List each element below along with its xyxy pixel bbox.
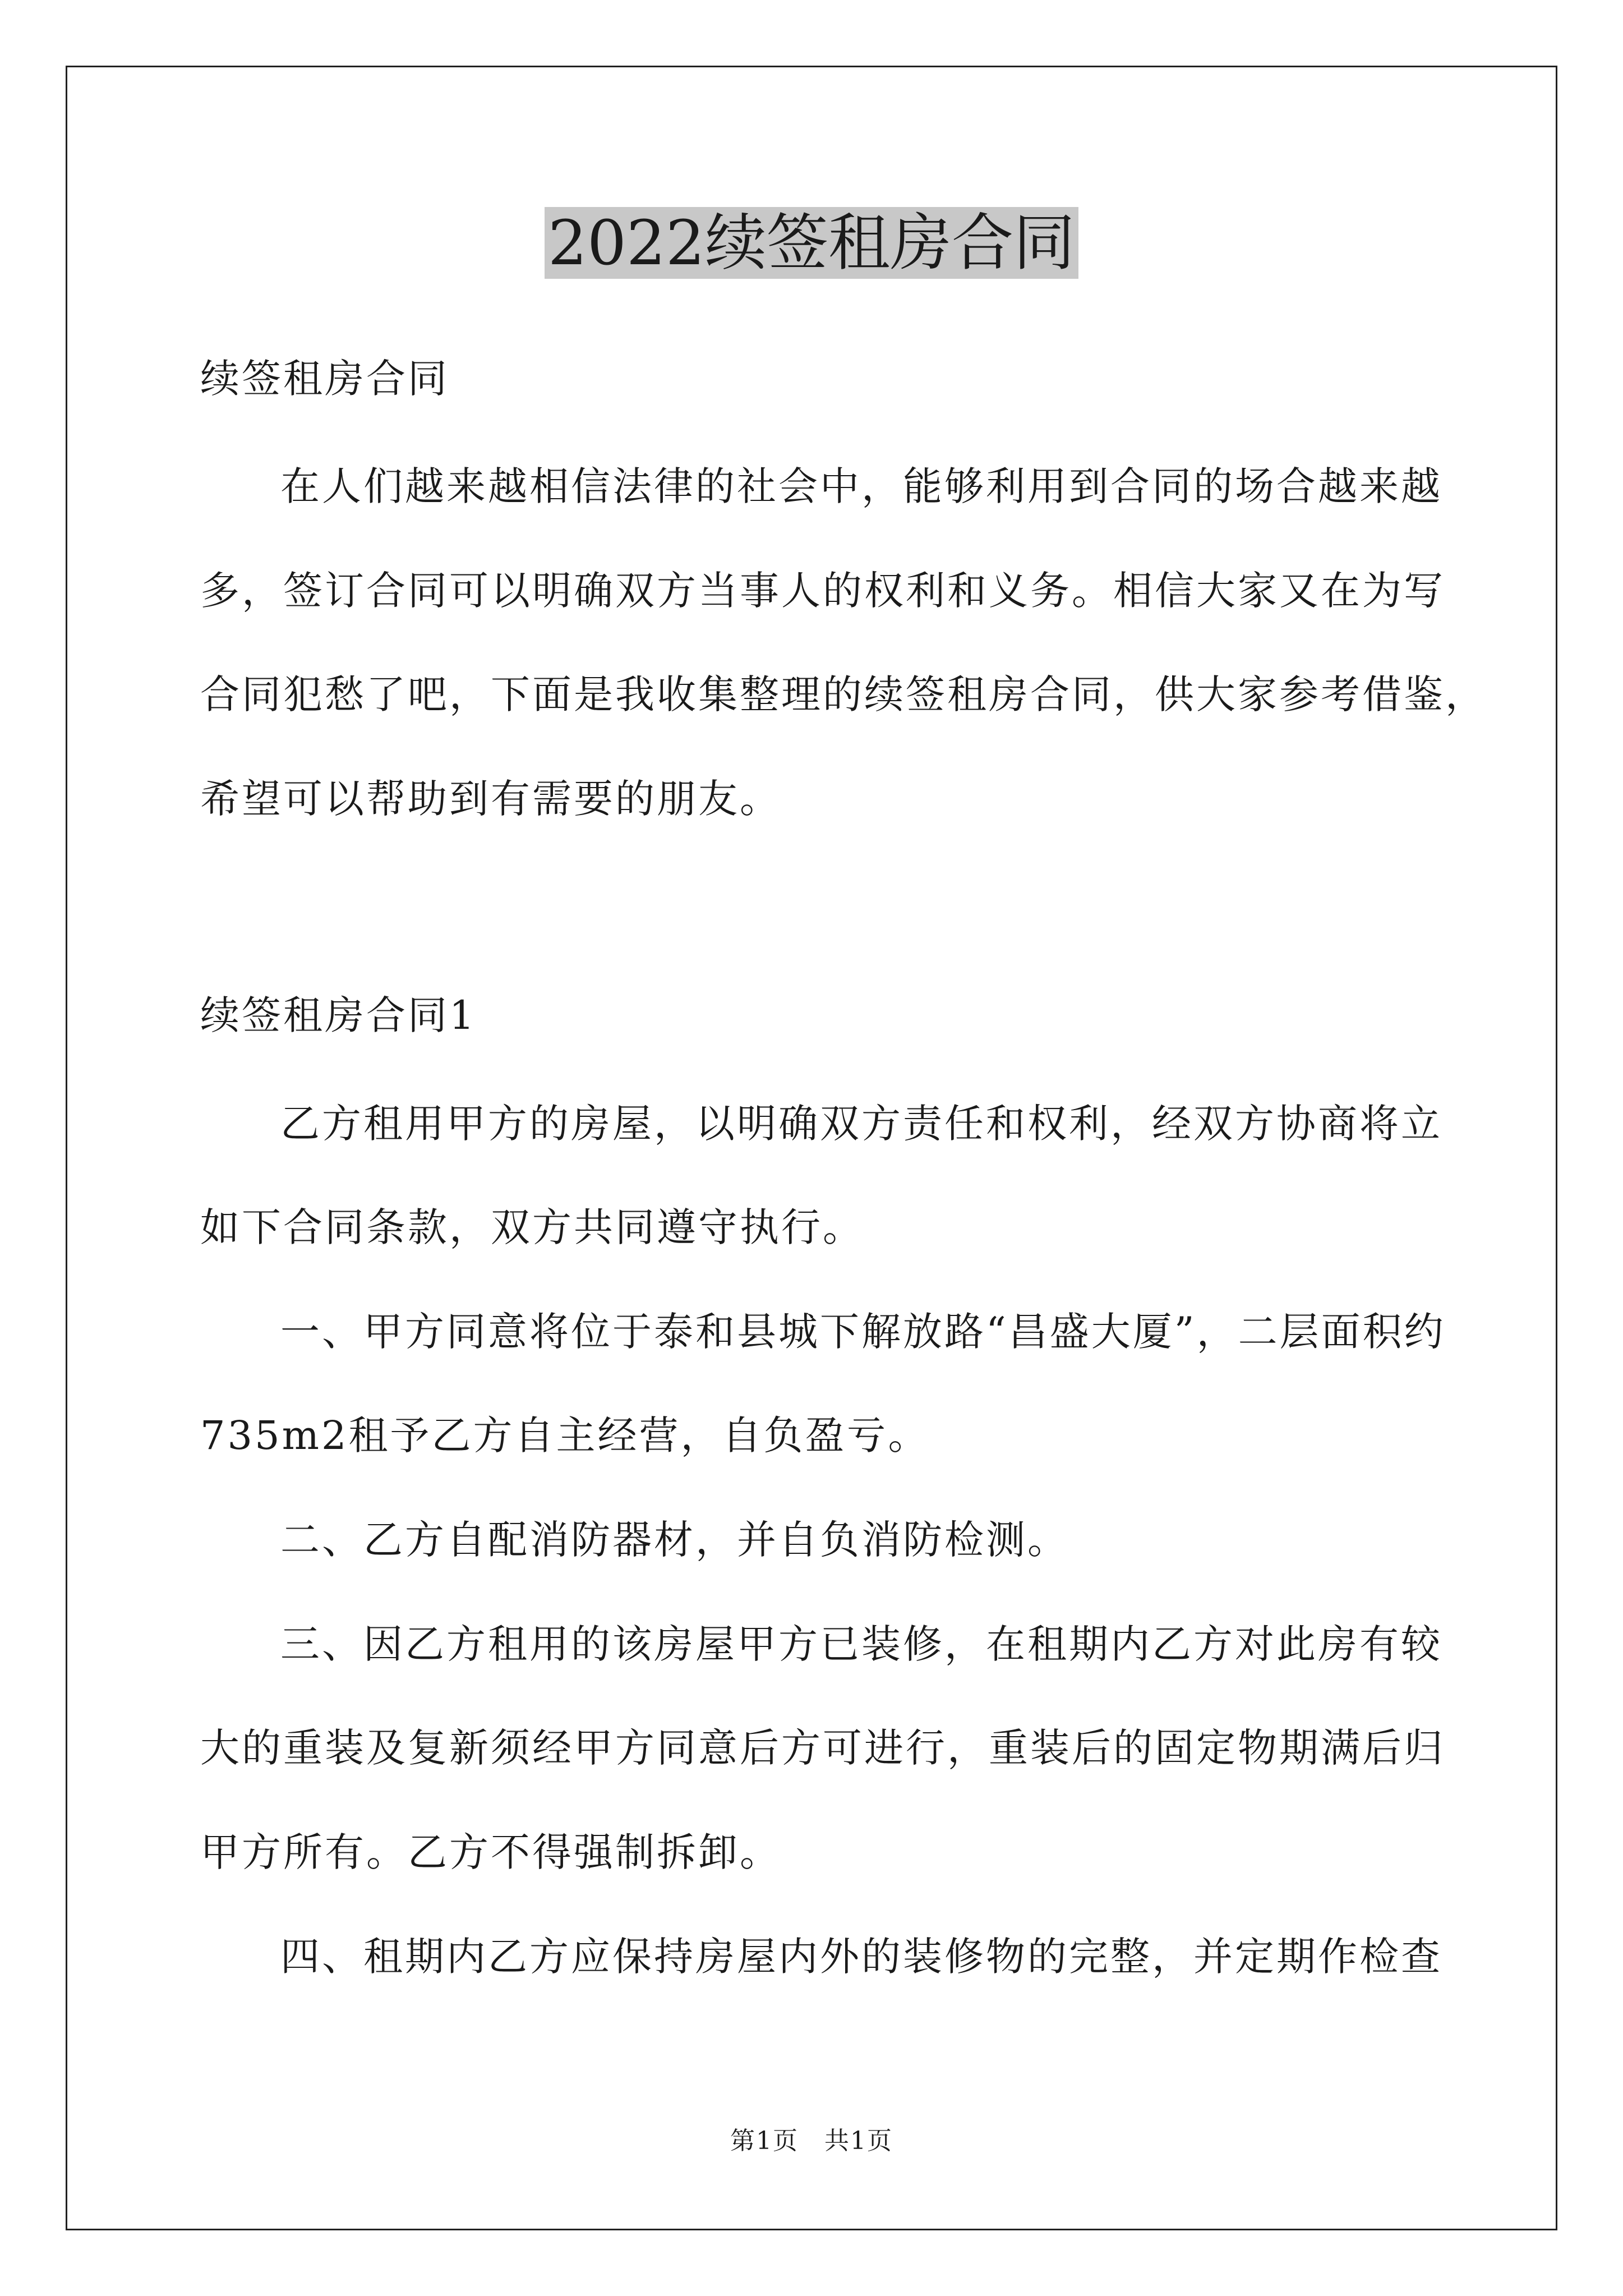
section-heading-intro: 续签租房合同 [200,356,449,402]
clause-line: 一、甲方同意将位于泰和县城下解放路“昌盛大厦”，二层面积约 [280,1309,1446,1355]
document-title [0,206,1623,279]
paragraph-line: 乙方租用甲方的房屋，以明确双方责任和权利，经双方协商将立 [280,1101,1442,1147]
paragraph-line: 合同犯愁了吧，下面是我收集整理的续签租房合同，供大家参考借鉴， [200,671,1487,717]
clause-line: 三、因乙方租用的该房屋甲方已装修，在租期内乙方对此房有较 [280,1621,1442,1667]
clause-line: 大的重装及复新须经甲方同意后方可进行，重装后的固定物期满后归 [200,1725,1445,1771]
clause-line: 四、租期内乙方应保持房屋内外的装修物的完整，并定期作检查 [280,1934,1442,1980]
paragraph-line: 多，签订合同可以明确双方当事人的权利和义务。相信大家又在为写 [200,568,1445,614]
document-title-text: 2022续签租房合同 [545,207,1078,279]
clause-line: 二、乙方自配消防器材，并自负消防检测。 [280,1517,1069,1563]
page-footer: 第1页 共1页 [730,2127,893,2155]
section-heading-contract-1: 续签租房合同1 [200,992,477,1038]
paragraph-line: 在人们越来越相信法律的社会中，能够利用到合同的场合越来越 [280,463,1442,509]
paragraph-line: 希望可以帮助到有需要的朋友。 [200,776,781,822]
paragraph-line: 如下合同条款，双方共同遵守执行。 [200,1204,864,1250]
clause-line: 735m2租予乙方自主经营，自负盈亏。 [200,1412,930,1458]
clause-line: 甲方所有。乙方不得强制拆卸。 [200,1829,781,1875]
